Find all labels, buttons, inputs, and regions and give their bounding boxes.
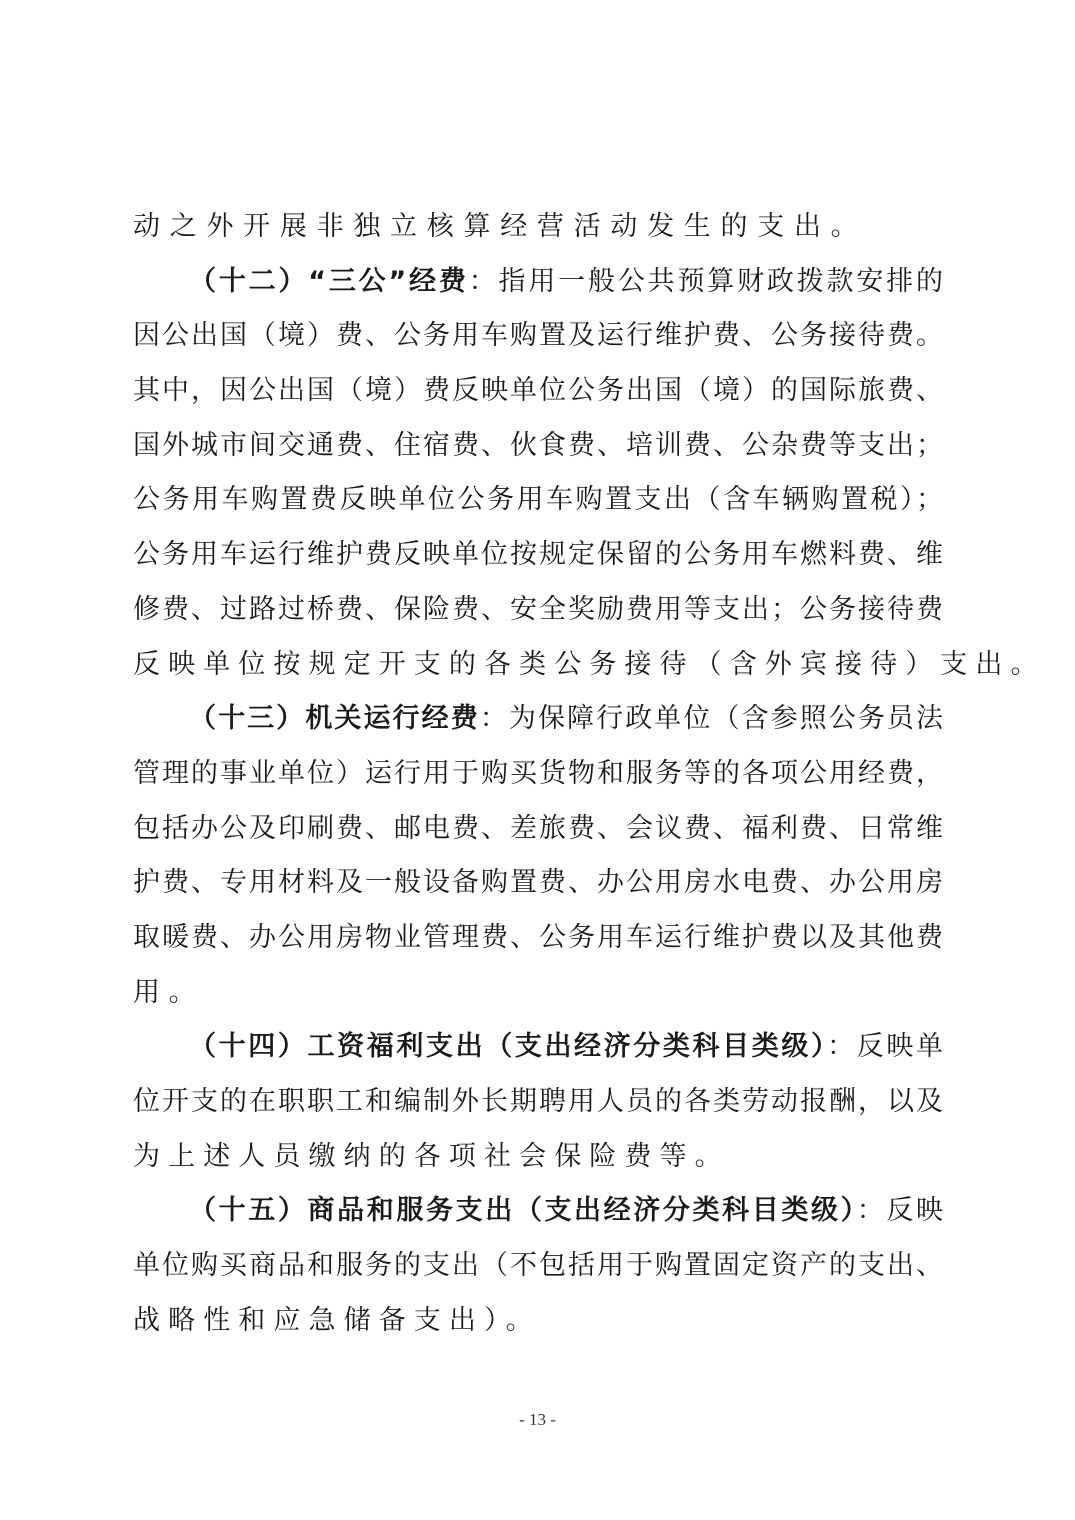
text-line: ：指用一般公共预算财政拨款安排的 bbox=[468, 265, 944, 297]
text-line: 公务用车购置费反映单位公务用车购置支出（含车辆购置税）； bbox=[133, 484, 943, 516]
text-line: 单位购买商品和服务的支出（不包括用于购置固定资产的支出、 bbox=[133, 1250, 943, 1282]
section-heading-14: （十四）工资福利支出（支出经济分类科目类级） bbox=[189, 1031, 828, 1063]
paragraph-first-line bbox=[133, 255, 943, 310]
text-line: ：反映单 bbox=[827, 1031, 944, 1063]
text-line: 用。 bbox=[133, 976, 205, 1008]
text-line: ：为保障行政单位（含参照公务员法 bbox=[479, 703, 944, 735]
section-heading-15: （十五）商品和服务支出（支出经济分类科目类级） bbox=[189, 1195, 857, 1227]
section-heading-12: （十二）“三公”经费 bbox=[189, 265, 469, 297]
text-line: 为上述人员缴纳的各项社会保险费等。 bbox=[133, 1140, 730, 1172]
text-line: 国外城市间交通费、住宿费、伙食费、培训费、公杂费等支出； bbox=[133, 429, 943, 461]
text-line: 反映单位按规定开支的各类公务接待（含外宾接待）支出。 bbox=[133, 648, 1046, 680]
text-line: 位开支的在职职工和编制外长期聘用人员的各类劳动报酬，以及 bbox=[133, 1086, 943, 1117]
text-line: 管理的事业单位）运行用于购买货物和服务等的各项公用经费， bbox=[133, 757, 943, 789]
paragraph-first-line bbox=[133, 1184, 943, 1239]
paragraph-first-line bbox=[133, 692, 943, 747]
text-line: 其中，因公出国（境）费反映单位公务出国（境）的国际旅费、 bbox=[133, 375, 943, 407]
text-line: 护费、专用材料及一般设备购置费、办公用房水电费、办公用房 bbox=[133, 867, 943, 899]
text-line: ：反映 bbox=[856, 1195, 944, 1227]
text-line: 包括办公及印刷费、邮电费、差旅费、会议费、福利费、日常维 bbox=[133, 812, 943, 844]
page-number: - 13 - bbox=[519, 1410, 556, 1429]
text-line: 战略性和应急储备支出）。 bbox=[133, 1304, 541, 1336]
text-line: 因公出国（境）费、公务用车购置及运行维护费、公务接待费。 bbox=[133, 320, 943, 352]
text-line: 取暖费、办公用房物业管理费、公务用车运行维护费以及其他费 bbox=[133, 921, 943, 953]
text-line: 公务用车运行维护费反映单位按规定保留的公务用车燃料费、维 bbox=[133, 539, 943, 571]
text-line: 动之外开展非独立核算经营活动发生的支出。 bbox=[133, 211, 868, 242]
paragraph-first-line bbox=[133, 1020, 943, 1075]
text-line: 修费、过路过桥费、保险费、安全奖励费用等支出；公务接待费 bbox=[133, 593, 943, 625]
document-body bbox=[133, 200, 1046, 1348]
section-heading-13: （十三）机关运行经费 bbox=[189, 703, 480, 735]
